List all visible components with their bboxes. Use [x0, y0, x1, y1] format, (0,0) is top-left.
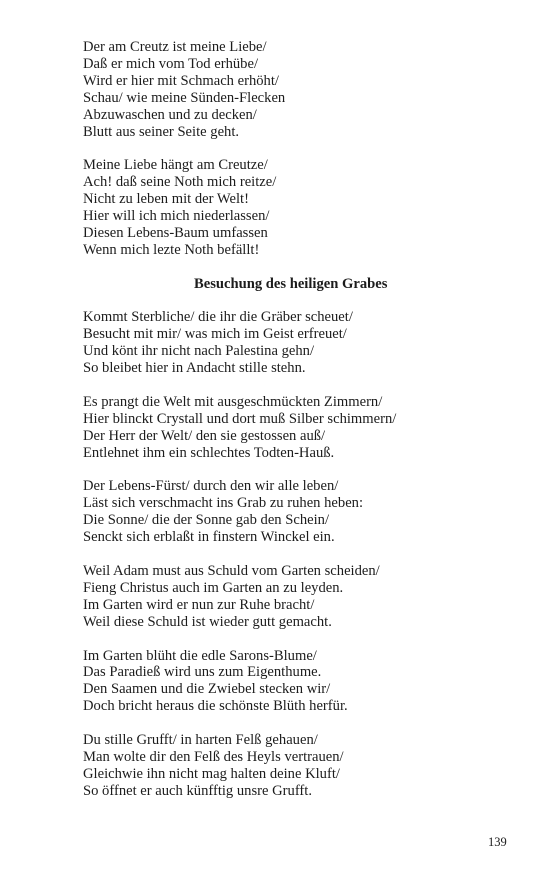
stanza [83, 309, 513, 377]
text-block [83, 39, 513, 817]
stanza [83, 394, 513, 462]
page-number: 139 [488, 835, 507, 849]
verse-line: Der Lebens-Fürst/ durch den wir alle leben/ [83, 478, 339, 495]
verse-line: Wenn mich lezte Noth befällt! [83, 241, 260, 258]
verse-line: Nicht zu leben mit der Welt! [83, 191, 249, 208]
verse-line: Entlehnet ihm ein schlechtes Todten-Hauß. [83, 444, 335, 461]
verse-line: Besucht mit mir/ was mich im Geist erfreuet/ [83, 326, 347, 343]
stanza [83, 39, 513, 140]
verse-line: Der Herr der Welt/ den sie gestossen auß/ [83, 427, 326, 444]
stanza [83, 732, 513, 800]
verse-line: Im Garten wird er nun zur Ruhe bracht/ [83, 596, 315, 613]
verse-line: Senckt sich erblaßt in finstern Winckel ein. [83, 529, 335, 546]
verse-line: Meine Liebe hängt am Creutze/ [83, 157, 268, 174]
verse-line: Läst sich verschmacht ins Grab zu ruhen heben: [83, 495, 364, 512]
stanza [83, 157, 513, 258]
verse-line: Und könt ihr nicht nach Palestina gehn/ [83, 343, 315, 360]
verse-line: Weil diese Schuld ist wieder gutt gemacht. [83, 613, 332, 630]
verse-line: Kommt Sterbliche/ die ihr die Gräber scheuet/ [83, 309, 353, 326]
verse-line: Wird er hier mit Schmach erhöht/ [83, 72, 279, 89]
verse-line: Hier blinckt Crystall und dort muß Silber schimmern/ [83, 410, 397, 427]
verse-line: Blutt aus seiner Seite geht. [83, 123, 240, 140]
verse-line: Abzuwaschen und zu decken/ [83, 106, 257, 123]
verse-line: Schau/ wie meine Sünden-Flecken [83, 89, 286, 106]
stanza [83, 478, 513, 546]
verse-line: Ach! daß seine Noth mich reitze/ [83, 174, 277, 191]
verse-line: Im Garten blüht die edle Sarons-Blume/ [83, 647, 317, 664]
verse-line: So öffnet er auch künfftig unsre Grufft. [83, 782, 312, 799]
verse-line: Man wolte dir den Felß des Heyls vertrauen/ [83, 748, 344, 765]
verse-line: Daß er mich vom Tod erhübe/ [83, 55, 259, 72]
verse-line: Du stille Grufft/ in harten Felß gehauen/ [83, 732, 318, 749]
stanza [83, 648, 513, 716]
verse-line: Doch bricht heraus die schönste Blüth herfür. [83, 698, 348, 715]
verse-line: Die Sonne/ die der Sonne gab den Schein/ [83, 512, 330, 529]
verse-line: Fieng Christus auch im Garten an zu leyden. [83, 579, 344, 596]
verse-line: Gleichwie ihn nicht mag halten deine Kluft/ [83, 765, 340, 782]
stanza [83, 563, 513, 631]
poem-title: Besuchung des heiligen Grabes [194, 275, 388, 292]
verse-line: So bleibet hier in Andacht stille stehn. [83, 360, 306, 377]
verse-line: Diesen Lebens-Baum umfassen [83, 224, 268, 241]
verse-line: Den Saamen und die Zwiebel stecken wir/ [83, 681, 331, 698]
verse-line: Das Paradieß wird uns zum Eigenthume. [83, 664, 322, 681]
verse-line: Hier will ich mich niederlassen/ [83, 208, 270, 225]
verse-line: Es prangt die Welt mit ausgeschmückten Zimmern/ [83, 393, 383, 410]
verse-line: Der am Creutz ist meine Liebe/ [83, 39, 267, 55]
verse-line: Weil Adam must aus Schuld vom Garten scheiden/ [83, 563, 380, 579]
